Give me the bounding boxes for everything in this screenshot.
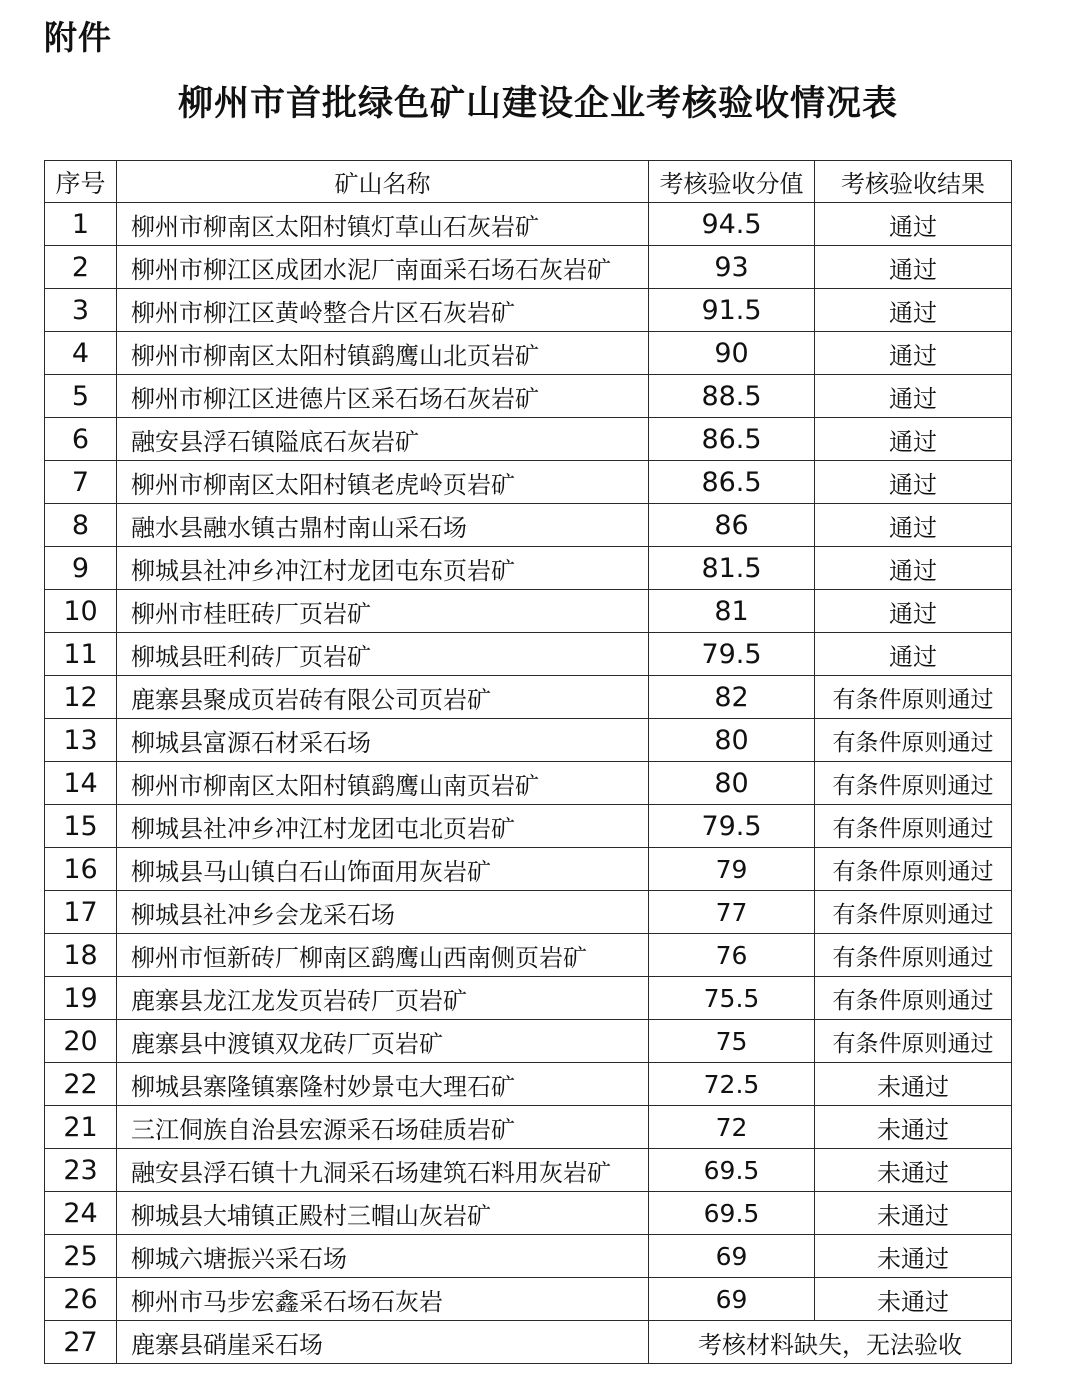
row-number: 7 [45, 461, 117, 504]
column-header-score: 考核验收分值 [649, 161, 815, 203]
row-number: 24 [45, 1192, 117, 1235]
result-value: 未通过 [815, 1063, 1012, 1106]
row-number: 13 [45, 719, 117, 762]
result-value: 未通过 [815, 1149, 1012, 1192]
mine-name: 柳州市柳江区黄岭整合片区石灰岩矿 [117, 289, 649, 332]
result-value: 有条件原则通过 [815, 891, 1012, 934]
score-value: 91.5 [649, 289, 815, 332]
score-value: 72 [649, 1106, 815, 1149]
score-value: 86.5 [649, 418, 815, 461]
mine-name: 柳州市恒新砖厂柳南区鹞鹰山西南侧页岩矿 [117, 934, 649, 977]
mine-name: 柳州市柳南区太阳村镇灯草山石灰岩矿 [117, 203, 649, 246]
table-row [45, 848, 1012, 891]
mine-name: 鹿寨县中渡镇双龙砖厂页岩矿 [117, 1020, 649, 1063]
table-row [45, 547, 1012, 590]
score-value: 86.5 [649, 461, 815, 504]
table-row [45, 1020, 1012, 1063]
table-body [45, 203, 1012, 1364]
score-value: 88.5 [649, 375, 815, 418]
mine-name: 柳州市柳南区太阳村镇鹞鹰山南页岩矿 [117, 762, 649, 805]
row-number: 8 [45, 504, 117, 547]
table-row [45, 1192, 1012, 1235]
score-value: 81 [649, 590, 815, 633]
row-number: 22 [45, 1063, 117, 1106]
mine-name: 三江侗族自治县宏源采石场硅质岩矿 [117, 1106, 649, 1149]
row-number: 5 [45, 375, 117, 418]
mine-name: 柳城县富源石材采石场 [117, 719, 649, 762]
table-row [45, 1106, 1012, 1149]
result-value: 未通过 [815, 1235, 1012, 1278]
result-value: 有条件原则通过 [815, 848, 1012, 891]
table-row [45, 633, 1012, 676]
score-value: 80 [649, 762, 815, 805]
result-value: 未通过 [815, 1278, 1012, 1321]
table-row [45, 504, 1012, 547]
result-value: 通过 [815, 203, 1012, 246]
score-value: 79.5 [649, 805, 815, 848]
row-number: 14 [45, 762, 117, 805]
score-value: 69 [649, 1278, 815, 1321]
mine-name: 鹿寨县聚成页岩砖有限公司页岩矿 [117, 676, 649, 719]
table-row [45, 418, 1012, 461]
row-number: 18 [45, 934, 117, 977]
mine-name: 柳州市柳南区太阳村镇鹞鹰山北页岩矿 [117, 332, 649, 375]
row-number: 3 [45, 289, 117, 332]
column-header-result: 考核验收结果 [815, 161, 1012, 203]
score-value: 75.5 [649, 977, 815, 1020]
mine-name: 鹿寨县硝崖采石场 [117, 1321, 649, 1364]
row-number: 21 [45, 1106, 117, 1149]
table-row [45, 891, 1012, 934]
row-number: 9 [45, 547, 117, 590]
row-number: 27 [45, 1321, 117, 1364]
score-value: 94.5 [649, 203, 815, 246]
result-value: 通过 [815, 418, 1012, 461]
result-value: 通过 [815, 246, 1012, 289]
mine-name: 柳城县大埔镇正殿村三帽山灰岩矿 [117, 1192, 649, 1235]
attachment-label: 附件 [44, 18, 112, 57]
row-number: 2 [45, 246, 117, 289]
table-row [45, 1321, 1012, 1364]
table-row [45, 934, 1012, 977]
mine-name: 柳州市马步宏鑫采石场石灰岩 [117, 1278, 649, 1321]
acceptance-table [44, 160, 1012, 1364]
row-number: 17 [45, 891, 117, 934]
score-value: 79.5 [649, 633, 815, 676]
score-value: 79 [649, 848, 815, 891]
result-value: 有条件原则通过 [815, 762, 1012, 805]
mine-name: 柳城县寨隆镇寨隆村妙景屯大理石矿 [117, 1063, 649, 1106]
table-row [45, 805, 1012, 848]
result-value: 有条件原则通过 [815, 934, 1012, 977]
table-row [45, 719, 1012, 762]
table-row [45, 1278, 1012, 1321]
result-value: 通过 [815, 289, 1012, 332]
result-value: 通过 [815, 332, 1012, 375]
missing-materials-note: 考核材料缺失，无法验收 [649, 1321, 1012, 1364]
result-value: 有条件原则通过 [815, 805, 1012, 848]
result-value: 通过 [815, 590, 1012, 633]
page-title: 柳州市首批绿色矿山建设企业考核验收情况表 [177, 84, 898, 124]
table-row [45, 289, 1012, 332]
table-row [45, 332, 1012, 375]
row-number: 26 [45, 1278, 117, 1321]
row-number: 12 [45, 676, 117, 719]
row-number: 6 [45, 418, 117, 461]
score-value: 76 [649, 934, 815, 977]
result-value: 通过 [815, 375, 1012, 418]
mine-name: 柳州市桂旺砖厂页岩矿 [117, 590, 649, 633]
mine-name: 融安县浮石镇十九洞采石场建筑石料用灰岩矿 [117, 1149, 649, 1192]
score-value: 69.5 [649, 1192, 815, 1235]
mine-name: 柳城县社冲乡会龙采石场 [117, 891, 649, 934]
result-value: 有条件原则通过 [815, 1020, 1012, 1063]
table-row [45, 375, 1012, 418]
row-number: 19 [45, 977, 117, 1020]
mine-name: 柳城县社冲乡冲江村龙团屯北页岩矿 [117, 805, 649, 848]
result-value: 未通过 [815, 1192, 1012, 1235]
mine-name: 柳城县社冲乡冲江村龙团屯东页岩矿 [117, 547, 649, 590]
column-header-no: 序号 [45, 161, 117, 203]
row-number: 1 [45, 203, 117, 246]
score-value: 86 [649, 504, 815, 547]
mine-name: 鹿寨县龙江龙发页岩砖厂页岩矿 [117, 977, 649, 1020]
mine-name: 柳城县马山镇白石山饰面用灰岩矿 [117, 848, 649, 891]
row-number: 11 [45, 633, 117, 676]
mine-name: 柳城县旺利砖厂页岩矿 [117, 633, 649, 676]
row-number: 15 [45, 805, 117, 848]
mine-name: 柳州市柳江区成团水泥厂南面采石场石灰岩矿 [117, 246, 649, 289]
table-row [45, 590, 1012, 633]
mine-name: 柳城六塘振兴采石场 [117, 1235, 649, 1278]
score-value: 80 [649, 719, 815, 762]
row-number: 23 [45, 1149, 117, 1192]
table-row [45, 1149, 1012, 1192]
row-number: 20 [45, 1020, 117, 1063]
table-row [45, 203, 1012, 246]
result-value: 通过 [815, 547, 1012, 590]
score-value: 69 [649, 1235, 815, 1278]
table-row [45, 1235, 1012, 1278]
table-row [45, 1063, 1012, 1106]
table-row [45, 676, 1012, 719]
result-value: 通过 [815, 633, 1012, 676]
table-row [45, 762, 1012, 805]
row-number: 16 [45, 848, 117, 891]
result-value: 有条件原则通过 [815, 719, 1012, 762]
table-row [45, 246, 1012, 289]
mine-name: 柳州市柳江区进德片区采石场石灰岩矿 [117, 375, 649, 418]
result-value: 有条件原则通过 [815, 676, 1012, 719]
score-value: 93 [649, 246, 815, 289]
table-row [45, 977, 1012, 1020]
mine-name: 柳州市柳南区太阳村镇老虎岭页岩矿 [117, 461, 649, 504]
score-value: 77 [649, 891, 815, 934]
row-number: 4 [45, 332, 117, 375]
score-value: 82 [649, 676, 815, 719]
result-value: 通过 [815, 461, 1012, 504]
table-row [45, 461, 1012, 504]
result-value: 未通过 [815, 1106, 1012, 1149]
row-number: 25 [45, 1235, 117, 1278]
row-number: 10 [45, 590, 117, 633]
score-value: 72.5 [649, 1063, 815, 1106]
score-value: 90 [649, 332, 815, 375]
table-header-row [45, 161, 1012, 203]
score-value: 81.5 [649, 547, 815, 590]
column-header-name: 矿山名称 [117, 161, 649, 203]
score-value: 69.5 [649, 1149, 815, 1192]
mine-name: 融安县浮石镇隘底石灰岩矿 [117, 418, 649, 461]
mine-name: 融水县融水镇古鼎村南山采石场 [117, 504, 649, 547]
score-value: 75 [649, 1020, 815, 1063]
result-value: 有条件原则通过 [815, 977, 1012, 1020]
result-value: 通过 [815, 504, 1012, 547]
